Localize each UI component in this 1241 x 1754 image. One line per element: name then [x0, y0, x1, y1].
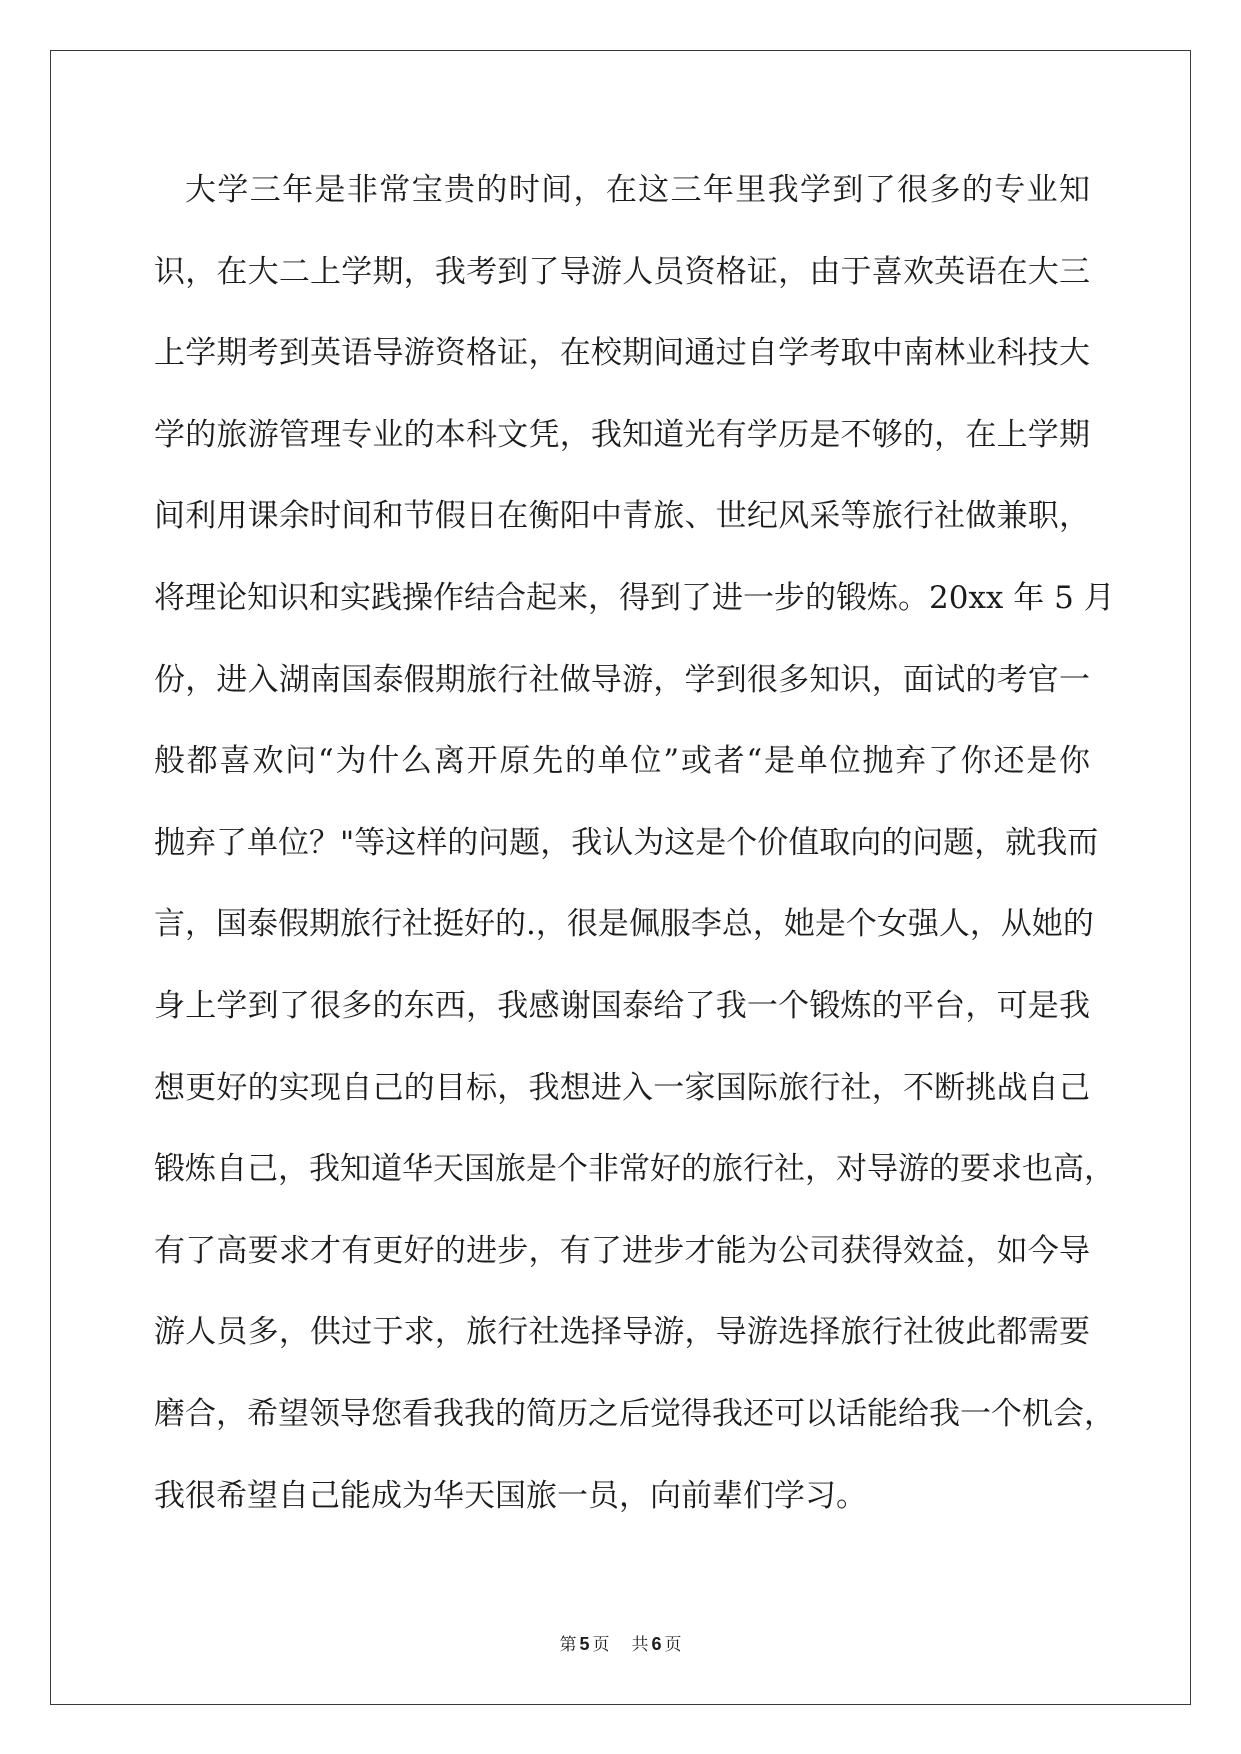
- total-pages-label: [632, 1630, 682, 1655]
- text-line: 大学三年是非常宝贵的时间，在这三年里我学到了很多的专业知: [185, 172, 1090, 208]
- current-page-suffix: 页: [592, 1634, 610, 1655]
- body-paragraph: [154, 150, 1115, 1537]
- text-line: 学的旅游管理专业的本科文凭，我知道光有学历是不够的，在上学期: [154, 416, 1090, 453]
- text-line: 有了高要求才有更好的进步，有了进步才能为公司获得效益，如今导: [154, 1232, 1090, 1269]
- total-pages-suffix: 页: [664, 1634, 682, 1655]
- current-page-number: 5: [579, 1633, 590, 1654]
- current-page-prefix: 第: [559, 1634, 577, 1655]
- text-line: 抛弃了单位？"等这样的问题，我认为这是个价值取向的问题，就我而: [154, 824, 1099, 861]
- text-line: 般都喜欢问“为什么离开原先的单位”或者“是单位抛弃了你还是你: [154, 743, 1090, 780]
- text-line: 识，在大二上学期，我考到了导游人员资格证，由于喜欢英语在大三: [154, 253, 1090, 290]
- text-line: 身上学到了很多的东西，我感谢国泰给了我一个锻炼的平台，可是我: [154, 987, 1090, 1024]
- text-line: 磨合，希望领导您看我我的简历之后觉得我还可以话能给我一个机会，: [154, 1395, 1115, 1432]
- text-line: 间利用课余时间和节假日在衡阳中青旅、世纪风采等旅行社做兼职，: [154, 498, 1090, 535]
- text-line: 将理论知识和实践操作结合起来，得到了进一步的锻炼。20xx 年 5 月: [154, 579, 1115, 616]
- text-line: 上学期考到英语导游资格证，在校期间通过自学考取中南林业科技大: [154, 335, 1090, 372]
- text-line: 游人员多，供过于求，旅行社选择导游，导游选择旅行社彼此都需要: [154, 1314, 1090, 1351]
- total-pages-prefix: 共: [631, 1634, 649, 1655]
- page-number: [0, 1629, 1241, 1655]
- total-pages-number: 6: [651, 1633, 662, 1654]
- text-line: 想更好的实现自己的目标，我想进入一家国际旅行社，不断挑战自己: [154, 1069, 1090, 1106]
- text-line: 言，国泰假期旅行社挺好的.，很是佩服李总，她是个女强人，从她的: [154, 906, 1094, 943]
- current-page-label: [559, 1630, 609, 1655]
- text-line: 锻炼自己，我知道华天国旅是个非常好的旅行社，对导游的要求也高，: [154, 1151, 1115, 1188]
- text-line: 份，进入湖南国泰假期旅行社做导游，学到很多知识，面试的考官一: [154, 661, 1090, 698]
- text-line: 我很希望自己能成为华天国旅一员，向前辈们学习。: [154, 1477, 867, 1514]
